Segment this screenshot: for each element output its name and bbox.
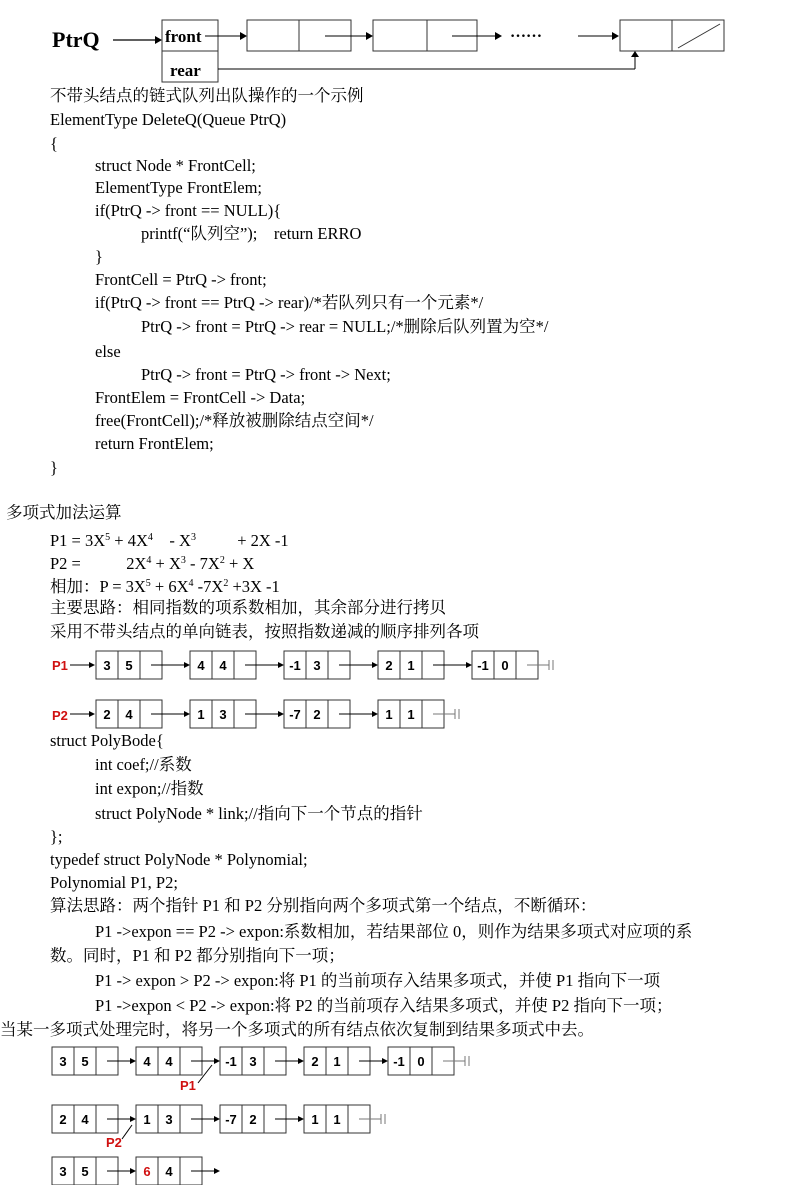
queue-caption: 不带头结点的链式队列出队操作的一个示例 — [50, 86, 364, 105]
arrow — [298, 1116, 304, 1122]
code-line: struct Node * FrontCell; — [95, 156, 256, 175]
main-idea: 主要思路：相同指数的项系数相加，其余部分进行拷贝 — [50, 598, 446, 617]
node-coef: 1 — [385, 707, 393, 722]
node-expon: 3 — [249, 1054, 257, 1069]
node-expon: 1 — [407, 658, 415, 673]
node-expon: 4 — [81, 1112, 89, 1127]
arrow — [278, 662, 284, 668]
code-line: } — [95, 247, 103, 266]
arrow — [214, 1058, 220, 1064]
node-coef: 4 — [197, 658, 205, 673]
node-expon: 2 — [249, 1112, 257, 1127]
code-line: return FrontElem; — [95, 434, 214, 453]
algo-line: P1 -> expon > P2 -> expon:将 P1 的当前项存入结果多项式，并使 P1 指向下一项 — [95, 971, 661, 990]
node-expon: 4 — [165, 1054, 173, 1069]
sum-equation: 相加：$P = 3X^5 + 6X^4$ $-7X^2 +3X$ -1 — [50, 577, 280, 596]
node-coef: -7 — [225, 1112, 237, 1127]
arrow — [130, 1058, 136, 1064]
struct-line: struct PolyBode{ — [50, 731, 164, 750]
code-line: } — [50, 458, 58, 477]
struct-line: Polynomial P1, P2; — [50, 873, 178, 892]
code-line: if(PtrQ -> front == PtrQ -> rear)/*若队列只有一个元素*/ — [95, 293, 484, 312]
node-expon: 3 — [165, 1112, 173, 1127]
arrow — [184, 711, 190, 717]
ellipsis: …… — [510, 24, 542, 41]
arrow — [214, 1168, 220, 1174]
code-line: ElementType DeleteQ(Queue PtrQ) — [50, 110, 287, 129]
p1-label: P1 — [52, 658, 68, 673]
struct-line: struct PolyNode * link;//指向下一个节点的指针 — [95, 804, 423, 823]
algo-line: 算法思路：两个指针 P1 和 P2 分别指向两个多项式第一个结点，不断循环： — [50, 896, 597, 915]
node-expon: 4 — [219, 658, 227, 673]
rear-label: rear — [170, 61, 201, 80]
node-coef: 3 — [59, 1054, 67, 1069]
p2-pointer-label: P2 — [106, 1135, 122, 1150]
code-line: FrontElem = FrontCell -> Data; — [95, 388, 306, 407]
front-label: front — [165, 27, 202, 46]
node-coef: -1 — [225, 1054, 237, 1069]
node-expon: 4 — [125, 707, 133, 722]
struct-line: int coef;//系数 — [95, 755, 192, 774]
node-expon: 4 — [165, 1164, 173, 1179]
node-coef: 2 — [385, 658, 393, 673]
code-line: else — [95, 342, 121, 361]
node-expon: 5 — [125, 658, 133, 673]
algo-line: P1 ->expon == P2 -> expon:系数相加，若结果部位 0，则作为结果多项式对应项的系 — [95, 922, 693, 941]
node-expon: 2 — [313, 707, 321, 722]
node-coef: 1 — [197, 707, 205, 722]
code-line: PtrQ -> front = PtrQ -> front -> Next; — [141, 365, 391, 384]
node-expon: 1 — [407, 707, 415, 722]
node-expon: 1 — [333, 1112, 341, 1127]
poly-lists-diagram — [0, 645, 800, 725]
arrow — [382, 1058, 388, 1064]
arrow — [214, 1116, 220, 1122]
arrow — [298, 1058, 304, 1064]
node-coef: 4 — [143, 1054, 151, 1069]
node-coef: 1 — [311, 1112, 319, 1127]
node-coef: 2 — [59, 1112, 67, 1127]
struct-line: }; — [50, 827, 63, 846]
algo-example-diagram — [0, 1043, 800, 1183]
code-line: free(FrontCell);/*释放被删除结点空间*/ — [95, 411, 374, 430]
code-line: ElementType FrontElem; — [95, 178, 263, 197]
node-coef: -7 — [289, 707, 301, 722]
arrow — [466, 662, 472, 668]
code-line: PtrQ -> front = PtrQ -> rear = NULL;/*删除后队列置为空*/ — [141, 317, 549, 336]
node-expon: 0 — [417, 1054, 425, 1069]
node-coef: 2 — [103, 707, 111, 722]
node-coef: 6 — [143, 1164, 151, 1179]
struct-line: typedef struct PolyNode * Polynomial; — [50, 850, 308, 869]
node-coef: -1 — [289, 658, 301, 673]
queue-diagram — [0, 0, 800, 90]
node-expon: 3 — [219, 707, 227, 722]
algo-line: 数。同时，P1 和 P2 都分别指向下一项； — [50, 946, 345, 965]
code-line: if(PtrQ -> front == NULL){ — [95, 201, 282, 220]
node-expon: 3 — [313, 658, 321, 673]
list-idea: 采用不带头结点的单向链表，按照指数递减的顺序排列各项 — [50, 622, 479, 641]
node-coef: 2 — [311, 1054, 319, 1069]
node-coef: 1 — [143, 1112, 151, 1127]
node-coef: -1 — [477, 658, 489, 673]
p1-pointer-label: P1 — [180, 1078, 196, 1093]
ptrq-label: PtrQ — [52, 27, 100, 52]
p2-equation: P2 = $2X^4 + X^3 - 7X^2 + X$ — [50, 554, 255, 573]
node-expon: 5 — [81, 1164, 89, 1179]
p2-label: P2 — [52, 708, 68, 723]
arrow — [130, 1116, 136, 1122]
node-expon: 0 — [501, 658, 509, 673]
arrow — [184, 662, 190, 668]
node-coef: 3 — [103, 658, 111, 673]
arrow — [130, 1168, 136, 1174]
node-expon: 5 — [81, 1054, 89, 1069]
node-expon: 1 — [333, 1054, 341, 1069]
node-coef: -1 — [393, 1054, 405, 1069]
arrow — [372, 711, 378, 717]
struct-line: int expon;//指数 — [95, 779, 204, 798]
node-coef: 3 — [59, 1164, 67, 1179]
poly-heading: 多项式加法运算 — [6, 503, 122, 522]
arrow — [278, 711, 284, 717]
algo-line: 当某一多项式处理完时，将另一个多项式的所有结点依次复制到结果多项式中去。 — [0, 1020, 594, 1039]
algo-line: P1 ->expon < P2 -> expon:将 P2 的当前项存入结果多项式，并使 P2 指向下一项； — [95, 996, 673, 1015]
code-line: { — [50, 134, 58, 153]
code-line: FrontCell = PtrQ -> front; — [95, 270, 267, 289]
arrow — [372, 662, 378, 668]
code-line: printf(“队列空”); return ERRO — [141, 224, 362, 243]
p2-pointer-arrow — [122, 1125, 132, 1139]
p1-equation: $P1 = 3X^5 + 4X^4$ - $X^3$ + 2X -1 — [50, 531, 289, 550]
